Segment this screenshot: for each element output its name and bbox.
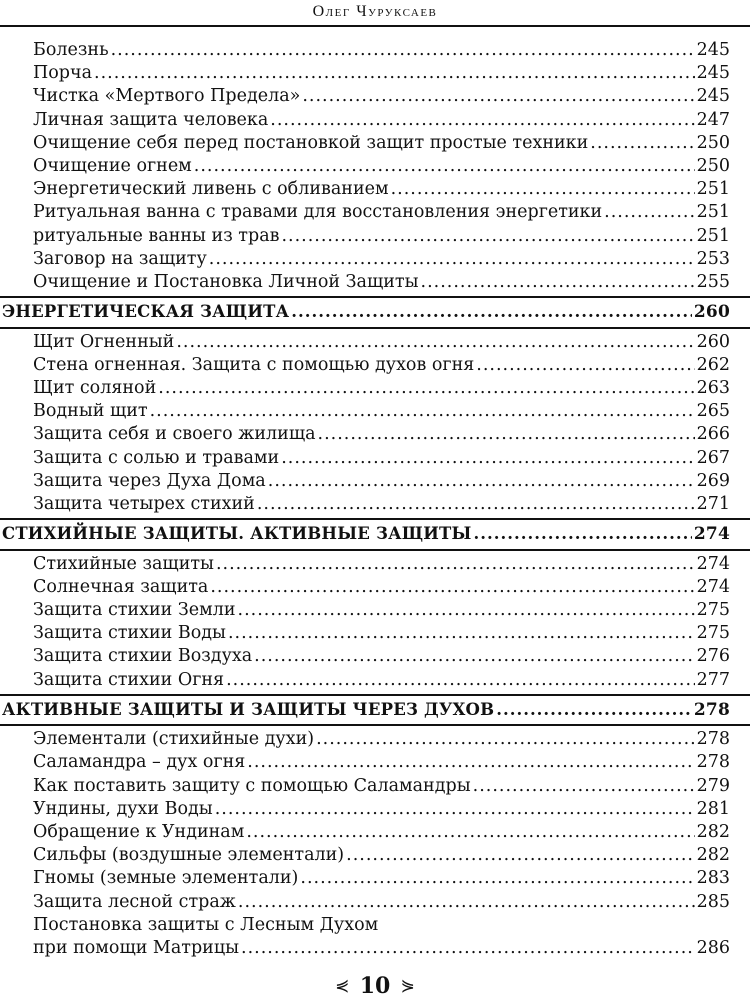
dot-leader (281, 447, 694, 470)
entry-title: Очищение себя перед постановкой защит простые техники (33, 132, 589, 153)
toc-entry[interactable] (0, 751, 730, 774)
toc-entry[interactable] (0, 377, 730, 400)
section-rule (0, 327, 750, 329)
toc-entry[interactable] (0, 201, 730, 224)
toc-entry[interactable] (0, 331, 730, 354)
entry-title: Элементали (стихийные духи) (33, 729, 315, 750)
dot-leader (604, 201, 694, 224)
toc-entry[interactable] (0, 225, 730, 248)
page-ref: 282 (696, 845, 730, 866)
page-ref: 250 (696, 132, 730, 153)
entry-title: Гномы (земные элементали) (33, 868, 299, 889)
dot-leader (247, 751, 694, 774)
dot-leader (590, 132, 694, 155)
toc-entry[interactable] (0, 447, 730, 470)
toc-entry[interactable] (0, 891, 730, 914)
dot-leader (94, 62, 695, 85)
dot-leader (268, 470, 695, 493)
entry-title: Ундины, духи Воды (33, 798, 213, 819)
toc-entry[interactable] (0, 645, 730, 668)
dot-leader (228, 622, 695, 645)
page-ref: 275 (696, 599, 730, 620)
toc-entry[interactable] (0, 85, 730, 108)
dot-leader (194, 155, 695, 178)
toc-entry[interactable] (0, 798, 730, 821)
page-ref: 286 (696, 937, 730, 958)
dot-leader (476, 354, 694, 377)
entry-title: Защита стихии Земли (33, 599, 236, 620)
entry-title: Постановка защиты с Лесным Духом (33, 914, 379, 935)
toc-entry[interactable] (0, 775, 730, 798)
page-ref: 251 (696, 225, 730, 246)
page-ref: 260 (696, 331, 730, 352)
page-ref: 276 (696, 646, 730, 667)
page-ref: 260 (693, 302, 730, 323)
page-ref: 253 (696, 248, 730, 269)
toc-entry[interactable] (0, 155, 730, 178)
entry-title: Щит Огненный (33, 331, 175, 352)
toc-entry[interactable] (0, 728, 730, 751)
dot-leader (473, 775, 695, 798)
page-ref: 278 (693, 699, 730, 720)
entry-title: Саламандра – дух огня (33, 752, 246, 773)
table-of-contents (0, 39, 730, 960)
page-ref: 282 (696, 821, 730, 842)
dot-leader (158, 377, 694, 400)
toc-entry[interactable] (0, 622, 730, 645)
dot-leader (241, 937, 695, 960)
dot-leader (210, 576, 694, 599)
running-head-author: Олег Чуруксаев (312, 3, 438, 20)
dot-leader (281, 225, 694, 248)
page-ref: 251 (696, 202, 730, 223)
footer-ornament-left: ⋞ (335, 976, 350, 996)
entry-title: Защита себя и своего жилища (33, 424, 316, 445)
entry-title: Защита стихии Воздуха (33, 646, 253, 667)
page-header (0, 0, 750, 24)
entry-title: Порча (33, 63, 93, 84)
entry-title: Личная защита человека (33, 109, 269, 130)
dot-leader (238, 891, 695, 914)
entry-title: Защита стихии Воды (33, 623, 226, 644)
page-ref: 274 (696, 576, 730, 597)
toc-entry[interactable] (0, 400, 730, 423)
dot-leader (257, 493, 695, 516)
page-ref: 255 (696, 271, 730, 292)
entry-title: Стена огненная. Защита с помощью духов огня (33, 354, 475, 375)
toc-section-heading[interactable] (0, 300, 730, 325)
section-title: ЭНЕРГЕТИЧЕСКАЯ ЗАЩИТА (2, 302, 290, 322)
dot-leader (215, 798, 695, 821)
toc-entry[interactable] (0, 821, 730, 844)
dot-leader (270, 109, 694, 132)
entry-title: Заговор на защиту (33, 248, 207, 269)
entry-title: Ритуальная ванна с травами для восстановления энергетики (33, 202, 603, 223)
dot-leader (421, 271, 695, 294)
dot-leader (302, 85, 694, 108)
header-rule (0, 25, 750, 27)
entry-title: Сильфы (воздушные элементали) (33, 845, 345, 866)
page-ref: 283 (696, 868, 730, 889)
toc-entry[interactable] (0, 914, 730, 937)
entry-title: Защита стихии Огня (33, 669, 225, 690)
page-footer (0, 972, 750, 1000)
toc-entry[interactable] (0, 470, 730, 493)
section-rule (0, 549, 750, 551)
page-ref: 251 (696, 179, 730, 200)
dot-leader (226, 669, 695, 692)
dot-leader (216, 553, 695, 576)
entry-title: при помощи Матрицы (33, 937, 240, 958)
entry-title: Стихийные защиты (33, 553, 214, 574)
page-ref: 266 (696, 424, 730, 445)
entry-title: Энергетический ливень с обливанием (33, 179, 389, 200)
entry-title: Водный щит (33, 401, 148, 422)
entry-title: Очищение огнем (33, 155, 192, 176)
dot-leader (300, 867, 694, 890)
entry-title: Обращение к Ундинам (33, 821, 245, 842)
page-ref: 245 (696, 40, 730, 60)
page-number: 10 (359, 973, 391, 999)
page-ref: 265 (696, 401, 730, 422)
page-ref: 245 (696, 86, 730, 107)
dot-leader (246, 821, 694, 844)
section-title: СТИХИЙНЫЕ ЗАЩИТЫ. АКТИВНЫЕ ЗАЩИТЫ (2, 524, 472, 544)
dot-leader (318, 423, 695, 446)
page-ref: 245 (696, 63, 730, 84)
page-ref: 277 (696, 669, 730, 690)
entry-title: Защита четырех стихий (33, 493, 255, 514)
page-ref: 279 (696, 775, 730, 796)
page-ref: 275 (696, 623, 730, 644)
entry-title: Щит соляной (33, 377, 157, 398)
page-ref: 262 (696, 354, 730, 375)
toc-entry[interactable] (0, 423, 730, 446)
dot-leader (316, 728, 695, 751)
page-ref: 274 (696, 553, 730, 574)
dot-leader (254, 645, 694, 668)
toc-entry[interactable] (0, 867, 730, 890)
page-ref: 285 (696, 891, 730, 912)
page-ref: 278 (696, 729, 730, 750)
dot-leader (474, 522, 692, 547)
section-rule (0, 724, 750, 726)
toc-entry[interactable] (0, 599, 730, 622)
entry-title: Солнечная защита (33, 576, 209, 597)
toc-entry[interactable] (0, 493, 730, 516)
page-ref: 269 (696, 470, 730, 491)
toc-section-heading[interactable] (0, 522, 730, 547)
toc-entry[interactable] (0, 669, 730, 692)
page-ref: 281 (696, 798, 730, 819)
toc-entry[interactable] (0, 354, 730, 377)
toc-section-heading[interactable] (0, 698, 730, 723)
toc-entry[interactable] (0, 844, 730, 867)
footer-ornament-right: ⋟ (400, 976, 415, 996)
entry-title: Защита через Духа Дома (33, 470, 266, 491)
entry-title: Защита с солью и травами (33, 447, 280, 468)
section-title: АКТИВНЫЕ ЗАЩИТЫ И ЗАЩИТЫ ЧЕРЕЗ ДУХОВ (2, 699, 495, 719)
entry-title: ритуальные ванны из трав (33, 225, 280, 246)
page-ref: 274 (693, 524, 730, 545)
toc-entry[interactable] (0, 576, 730, 599)
toc-entry[interactable] (0, 132, 730, 155)
page-ref: 247 (696, 109, 730, 130)
dot-leader (291, 300, 692, 325)
toc-entry[interactable] (0, 937, 730, 960)
page-ref: 263 (696, 377, 730, 398)
dot-leader (111, 39, 695, 62)
section-rule (0, 518, 750, 520)
toc-entry[interactable] (0, 109, 730, 132)
page-ref: 271 (696, 493, 730, 514)
page-ref: 278 (696, 752, 730, 773)
toc-entry[interactable] (0, 178, 730, 201)
dot-leader (209, 248, 695, 271)
entry-title: Очищение и Постановка Личной Защиты (33, 271, 419, 292)
dot-leader (496, 698, 692, 723)
page-ref: 250 (696, 155, 730, 176)
entry-title: Защита лесной страж (33, 891, 236, 912)
dot-leader (150, 400, 695, 423)
dot-leader (238, 599, 695, 622)
page-ref: 267 (696, 447, 730, 468)
entry-title: Как поставить защиту с помощью Саламандры (33, 775, 471, 796)
dot-leader (346, 844, 694, 867)
toc-entry[interactable] (0, 271, 730, 294)
toc-entry[interactable] (0, 248, 730, 271)
entry-title: Чистка «Мертвого Предела» (33, 86, 301, 107)
dot-leader (391, 178, 695, 201)
entry-title: Болезнь (33, 40, 109, 60)
toc-entry[interactable] (0, 62, 730, 85)
section-rule (0, 694, 750, 696)
dot-leader (176, 331, 694, 354)
section-rule (0, 296, 750, 298)
toc-entry[interactable] (0, 39, 730, 62)
toc-entry[interactable] (0, 553, 730, 576)
